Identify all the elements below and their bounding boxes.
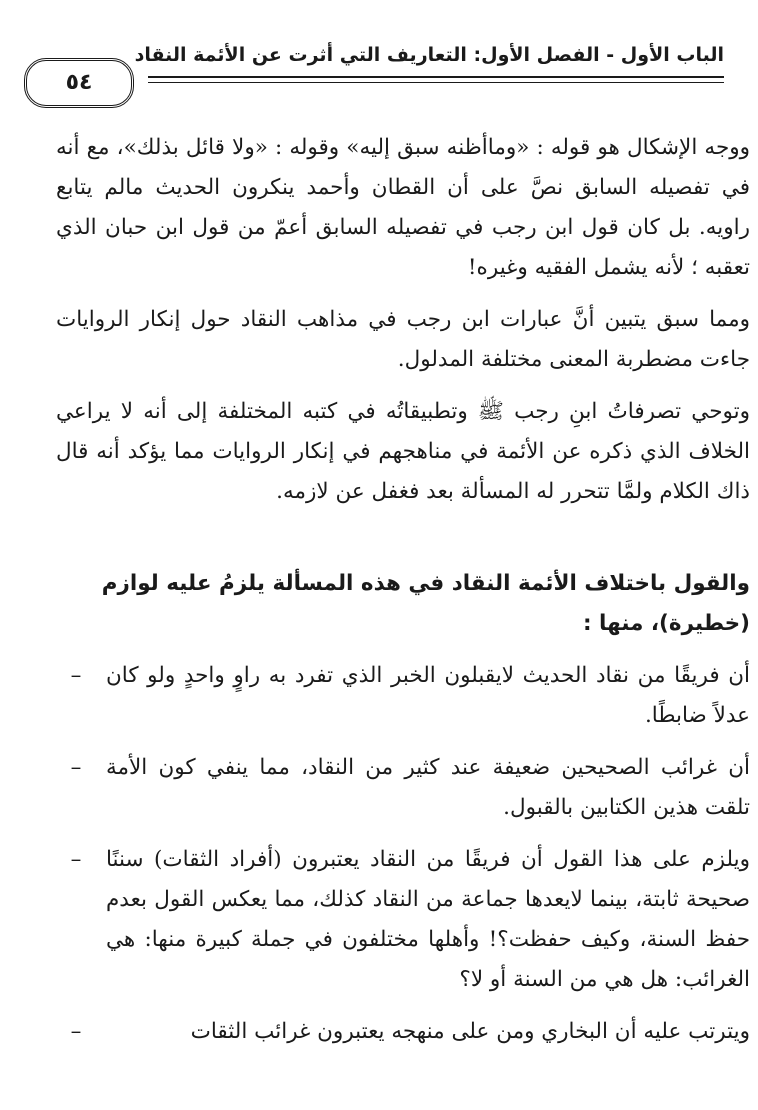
list-item-text: ويلزم على هذا القول أن فريقًا من النقاد يعتبرون (أفراد الثقات) سننًا صحيحة ثابتة، بينما لايعدها جماعة من النقاد كذلك، مما يعكس القول بعدم حفظ السنة، وكيف حفظت؟! وأهلها مختلفون في جملة كبيرة منها: هي الغرائب: هل هي من السنة أو لا؟: [106, 847, 750, 992]
dash-bullet: –: [70, 1019, 82, 1044]
header-rule-thin: [148, 82, 724, 83]
chapter-title: الباب الأول - الفصل الأول: التعاريف التي أثرت عن الأئمة النقاد: [134, 44, 724, 66]
list-item: [56, 748, 750, 828]
header-rule: [148, 76, 724, 78]
list-item: [56, 656, 750, 736]
paragraph-text: ومما سبق يتبين أنَّ عبارات ابن رجب في مذاهب النقاد حول إنكار الروايات جاءت مضطربة المعنى مختلفة المدلول.: [56, 307, 750, 372]
section-heading: والقول باختلاف الأئمة النقاد في هذه المسألة يلزمُ عليه لوازم (خطيرة)، منها :: [101, 571, 750, 636]
dash-bullet: –: [70, 755, 82, 780]
dash-bullet: –: [70, 847, 82, 872]
paragraph-text: ووجه الإشكال هو قوله : «وماأظنه سبق إليه» وقوله : «ولا قائل بذلك»، مع أنه في تفصيله السابق نصَّ على أن القطان وأحمد ينكرون الحديث مالم يتابع راويه. بل كان قول ابن رجب في تفصيله السابق أعمّ من قول ابن حبان الذي تعقبه ؛ لأنه يشمل الفقيه وغيره!: [56, 135, 750, 280]
paragraph: [56, 128, 750, 288]
list-item: [56, 1012, 750, 1052]
page-number-frame: [24, 58, 134, 108]
paragraph: [56, 392, 750, 512]
paragraph: [56, 300, 750, 380]
list-item-text: أن غرائب الصحيحين ضعيفة عند كثير من النقاد، مما ينفي كون الأمة تلقت هذين الكتابين بالقبول.: [106, 755, 750, 820]
list-item-text: ويترتب عليه أن البخاري ومن على منهجه يعتبرون غرائب الثقات: [190, 1019, 750, 1044]
paragraph-text: وتوحي تصرفاتُ ابنِ رجب ﷺ وتطبيقاتُه في كتبه المختلفة إلى أنه لا يراعي الخلاف الذي ذكره عن الأئمة في مناهجهم في إنكار الروايات مما يؤكد أنه قال ذاك الكلام ولمَّا تتحرر له المسألة بعد فغفل عن لازمه.: [56, 399, 750, 504]
running-header: [24, 42, 724, 104]
list-item-text: أن فريقًا من نقاد الحديث لايقبلون الخبر الذي تفرد به راوٍ واحدٍ ولو كان عدلاً ضابطًا.: [106, 663, 750, 728]
page-number: ٥٤: [65, 70, 93, 95]
list-item: [56, 840, 750, 1000]
dash-bullet: –: [70, 663, 82, 688]
